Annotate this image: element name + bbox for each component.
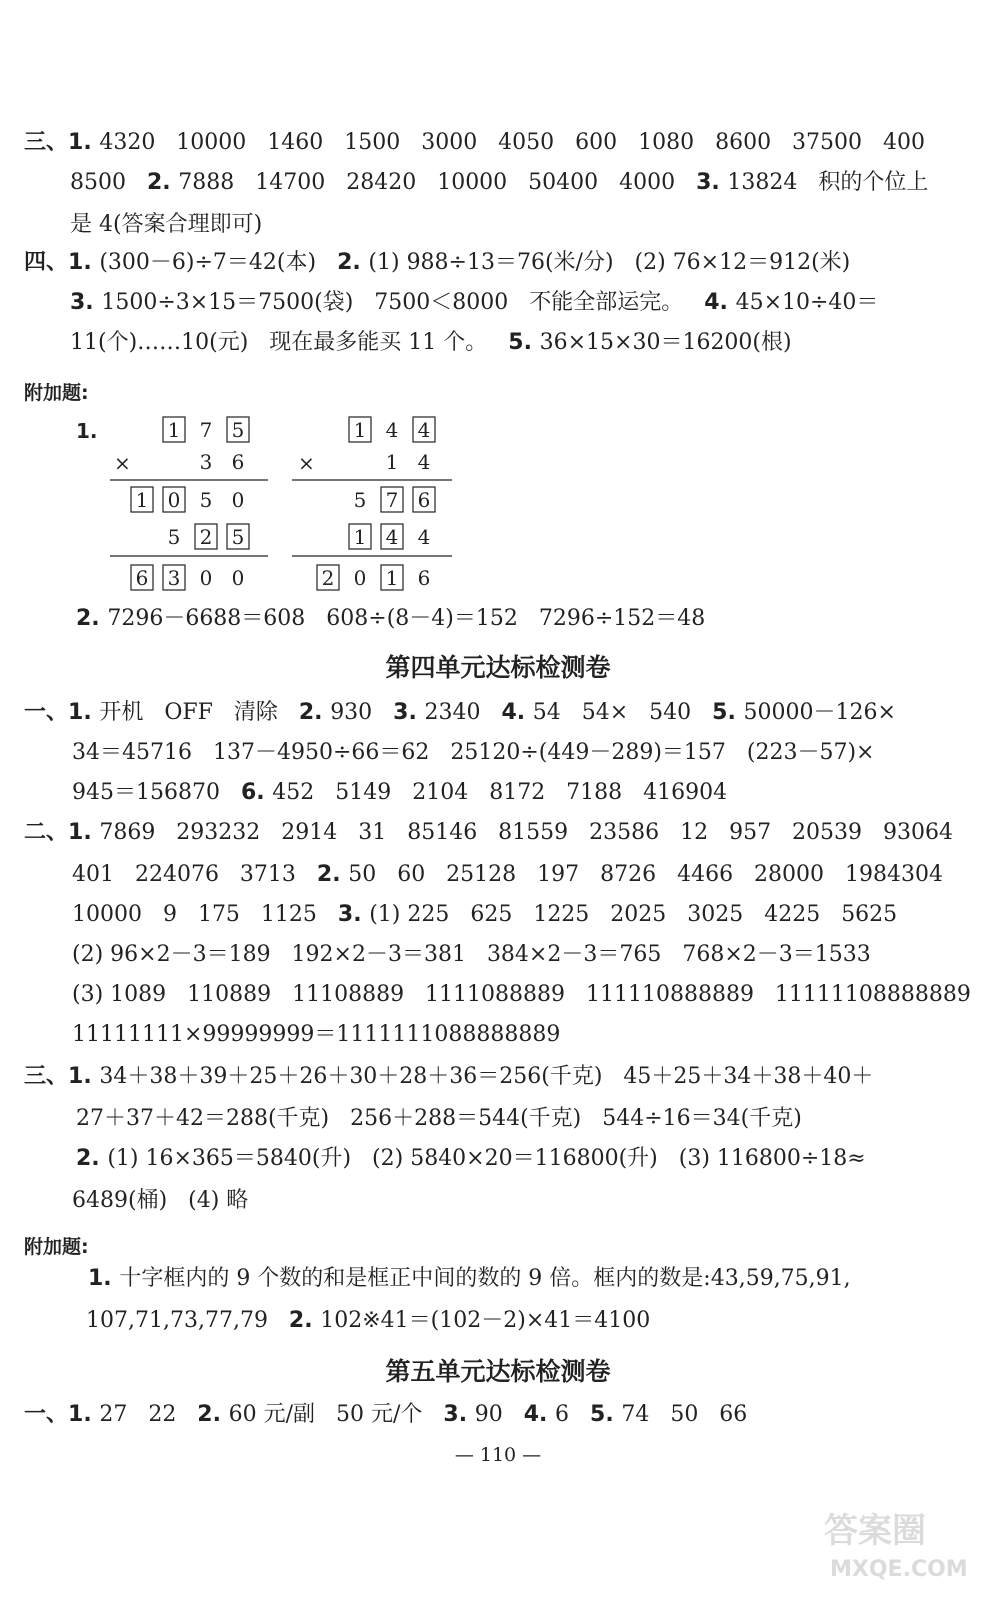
answer-text: 34＝45716 137－4950÷66＝62 25120÷(449－289)＝157 (223－57)× bbox=[72, 740, 875, 765]
question-number: 2. bbox=[288, 1308, 321, 1333]
digit: 6 bbox=[417, 488, 431, 512]
question-number: 2. bbox=[316, 862, 349, 887]
question-number: 1. bbox=[76, 419, 98, 443]
digit: 0 bbox=[199, 566, 213, 590]
digit: 6 bbox=[417, 566, 431, 590]
question-number: 三、 bbox=[24, 1064, 69, 1089]
digit: 5 bbox=[199, 488, 213, 512]
answer-text: 107,71,73,77,79 bbox=[86, 1308, 289, 1333]
answer-text: 十字框内的 9 个数的和是框正中间的数的 9 倍。框内的数是:43,59,75,91, bbox=[119, 1266, 851, 1291]
answer-text: 60 元/副 50 元/个 bbox=[228, 1402, 444, 1427]
answer-text: 1500÷3×15＝7500(袋) 7500＜8000 不能全部运完。 bbox=[101, 290, 705, 315]
answer-text: 7296－6688＝608 608÷(8－4)＝152 7296÷152＝48 bbox=[107, 606, 706, 631]
answer-text: 50 60 25128 197 8726 4466 28000 1984304 bbox=[348, 862, 943, 887]
digit: 5 bbox=[231, 418, 245, 442]
digit: 1 bbox=[385, 450, 399, 474]
answer-text: 27＋37＋42＝288(千克) 256＋288＝544(千克) 544÷16＝34(千克) bbox=[76, 1106, 802, 1131]
digit: 3 bbox=[199, 450, 213, 474]
digit: 5 bbox=[353, 488, 367, 512]
answer-text: 11(个)……10(元) 现在最多能买 11 个。 bbox=[70, 330, 509, 355]
digit: 1 bbox=[135, 488, 149, 512]
answer-text: 102※41＝(102－2)×41＝4100 bbox=[320, 1308, 651, 1333]
question-number: 3. bbox=[337, 902, 370, 927]
digit: 0 bbox=[231, 566, 245, 590]
digit: 5 bbox=[231, 525, 245, 549]
times-sign: × bbox=[298, 451, 315, 475]
question-number: 1. bbox=[68, 1064, 100, 1089]
answer-text: (1) 988÷13＝76(米/分) (2) 76×12＝912(米) bbox=[368, 250, 851, 275]
section-title: 第四单元达标检测卷 bbox=[385, 653, 611, 682]
answer-text: 2340 bbox=[424, 700, 502, 725]
digit: 1 bbox=[353, 418, 367, 442]
answer-text: 90 bbox=[474, 1402, 524, 1427]
answer-text: 4320 10000 1460 1500 3000 4050 600 1080 8600 37500 400 bbox=[99, 130, 926, 155]
answer-text: 74 50 66 bbox=[621, 1402, 748, 1427]
watermark-text: 答案圈 bbox=[824, 1511, 926, 1551]
question-number: 4. bbox=[501, 700, 533, 725]
answer-text: 8500 bbox=[70, 170, 147, 195]
digit: 7 bbox=[199, 418, 213, 442]
answer-text: 54 54× 540 bbox=[532, 700, 713, 725]
question-number: 2. bbox=[337, 250, 369, 275]
answer-text: 401 224076 3713 bbox=[72, 862, 317, 887]
digit: 4 bbox=[417, 450, 431, 474]
digit: 2 bbox=[199, 525, 213, 549]
answer-text: 13824 积的个位上 bbox=[727, 170, 929, 195]
question-number: 1. bbox=[68, 250, 100, 275]
digit: 1 bbox=[167, 418, 181, 442]
question-number: 2. bbox=[146, 170, 179, 195]
question-number: 4. bbox=[523, 1402, 556, 1427]
page-number: — 110 — bbox=[454, 1444, 542, 1466]
digit: 4 bbox=[417, 418, 431, 442]
answer-text: 10000 9 175 1125 bbox=[72, 902, 338, 927]
question-number: 1. bbox=[68, 820, 100, 845]
answer-text: 27 22 bbox=[99, 1402, 198, 1427]
question-number: 3. bbox=[443, 1402, 475, 1427]
answer-text: (3) 1089 110889 11108889 1111088889 111110888889 11111108888889 bbox=[72, 982, 971, 1007]
answer-text: 452 5149 2104 8172 7188 416904 bbox=[272, 780, 728, 805]
question-number: 6. bbox=[240, 780, 273, 805]
digit: 6 bbox=[135, 566, 149, 590]
question-number: 3. bbox=[70, 290, 102, 315]
extra-question-label: 附加题: bbox=[24, 382, 89, 404]
answer-text: (2) 96×2－3＝189 192×2－3＝381 384×2－3＝765 768×2－3＝1533 bbox=[72, 942, 871, 967]
digit: 5 bbox=[167, 525, 181, 549]
question-number: 2. bbox=[197, 1402, 229, 1427]
question-number: 5. bbox=[590, 1402, 622, 1427]
section-title: 第五单元达标检测卷 bbox=[385, 1357, 611, 1386]
question-number: 1. bbox=[68, 700, 100, 725]
question-number: 一、 bbox=[24, 700, 69, 725]
answer-text: 945＝156870 bbox=[72, 780, 241, 805]
answer-text: 45×10÷40＝ bbox=[735, 290, 879, 315]
times-sign: × bbox=[114, 451, 131, 475]
question-number: 3. bbox=[696, 170, 728, 195]
question-number: 二、 bbox=[24, 820, 69, 845]
watermark-url: MXQE.COM bbox=[830, 1557, 968, 1582]
answer-text: 是 4(答案合理即可) bbox=[70, 212, 263, 237]
question-number: 5. bbox=[712, 700, 744, 725]
digit: 0 bbox=[353, 566, 367, 590]
extra-question-label: 附加题: bbox=[24, 1236, 89, 1258]
answer-text: 34＋38＋39＋25＋26＋30＋28＋36＝256(千克) 45＋25＋34＋38＋40＋ bbox=[99, 1064, 874, 1089]
digit: 4 bbox=[385, 418, 399, 442]
answer-text: 930 bbox=[330, 700, 394, 725]
answer-text: 7888 14700 28420 10000 50400 4000 bbox=[178, 170, 697, 195]
question-number: 2. bbox=[298, 700, 331, 725]
question-number: 三、 bbox=[24, 130, 69, 155]
answer-text: (300－6)÷7＝42(本) bbox=[99, 250, 338, 275]
answer-text: 11111111×99999999＝1111111088888889 bbox=[72, 1022, 561, 1047]
question-number: 4. bbox=[704, 290, 736, 315]
question-number: 1. bbox=[88, 1266, 120, 1291]
digit: 4 bbox=[385, 525, 399, 549]
question-number: 5. bbox=[508, 330, 540, 355]
question-number: 2. bbox=[76, 606, 108, 631]
answer-text: (1) 16×365＝5840(升) (2) 5840×20＝116800(升) (3) 116800÷18≈ bbox=[107, 1146, 866, 1171]
digit: 1 bbox=[353, 525, 367, 549]
answer-text: (1) 225 625 1225 2025 3025 4225 5625 bbox=[369, 902, 898, 927]
digit: 6 bbox=[231, 450, 245, 474]
answer-text: 50000－126× bbox=[743, 700, 896, 725]
digit: 7 bbox=[385, 488, 399, 512]
question-number: 1. bbox=[68, 130, 100, 155]
question-number: 2. bbox=[76, 1146, 108, 1171]
digit: 2 bbox=[321, 566, 335, 590]
digit: 3 bbox=[167, 566, 181, 590]
answer-text: 36×15×30＝16200(根) bbox=[539, 330, 792, 355]
question-number: 四、 bbox=[24, 250, 69, 275]
answer-text: 7869 293232 2914 31 85146 81559 23586 12 957 20539 93064 bbox=[99, 820, 954, 845]
digit: 4 bbox=[417, 525, 431, 549]
digit: 0 bbox=[167, 488, 181, 512]
answer-text: 6 bbox=[555, 1402, 591, 1427]
answer-text: 开机 OFF 清除 bbox=[99, 700, 299, 725]
question-number: 1. bbox=[68, 1402, 100, 1427]
question-number: 3. bbox=[393, 700, 425, 725]
watermark-logo bbox=[816, 1502, 976, 1586]
answer-text: 6489(桶) (4) 略 bbox=[72, 1188, 249, 1213]
digit: 1 bbox=[385, 566, 399, 590]
digit: 0 bbox=[231, 488, 245, 512]
question-number: 一、 bbox=[24, 1402, 69, 1427]
